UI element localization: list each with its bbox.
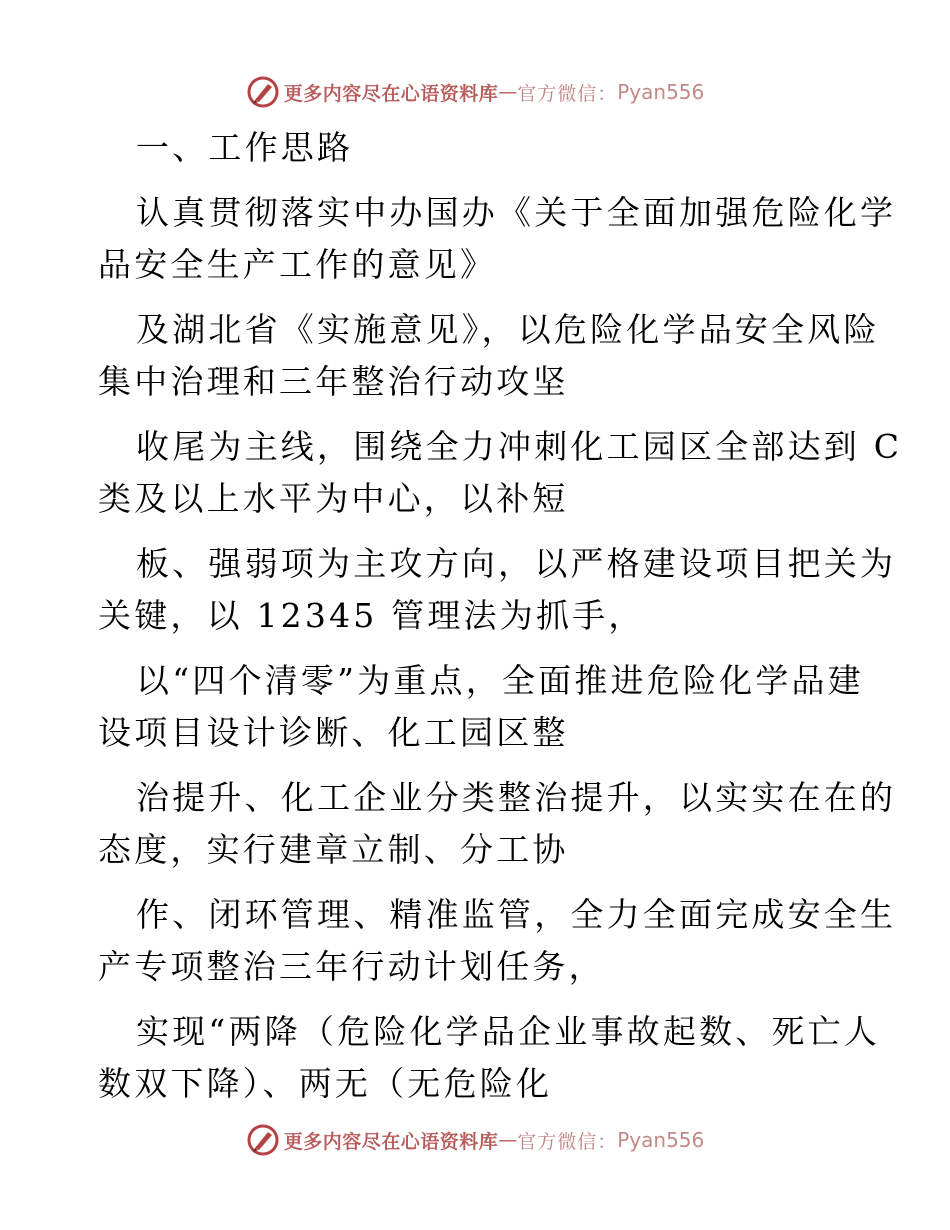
banner-wechat-id: Pyan556: [617, 1128, 705, 1152]
banner-official-label: 官方微信：: [517, 82, 618, 105]
pen-logo-icon: [246, 75, 280, 109]
paragraph-line: 作、闭环管理、精准监管，全力全面完成安全生: [136, 895, 897, 934]
paragraph-line: 设项目设计诊断、化工园区整: [98, 713, 569, 752]
paragraph-line: 认真贯彻落实中办国办《关于全面加强危险化学: [136, 193, 897, 232]
paragraph-line: 产专项整治三年行动计划任务，: [98, 947, 605, 986]
paragraph-line: 类及以上水平为中心，以补短: [98, 479, 569, 518]
paragraph-line: 及湖北省《实施意见》，以危险化学品安全风险: [136, 310, 880, 349]
banner-dash: —: [498, 1129, 518, 1151]
paragraph-line: 收尾为主线，围绕全力冲刺化工园区全部达到 C: [136, 427, 903, 466]
footer-watermark-banner: [0, 1120, 950, 1160]
banner-library-text: 更多内容尽在心语资料库: [283, 82, 499, 105]
pen-logo-icon: [246, 1123, 280, 1157]
banner-wechat-id: Pyan556: [617, 80, 705, 104]
banner-library-text: 更多内容尽在心语资料库: [283, 1130, 499, 1153]
paragraph-line: 集中治理和三年整治行动攻坚: [98, 362, 569, 401]
paragraph-line: 实现“两降（危险化学品企业事故起数、死亡人: [136, 1012, 881, 1051]
document-body: [98, 122, 903, 1110]
paragraph-line: 态度，实行建章立制、分工协: [98, 830, 569, 869]
section-heading: 一、工作思路: [136, 128, 354, 167]
header-watermark-banner: [0, 72, 950, 112]
paragraph-line: 关键，以 12345 管理法为抓手，: [98, 596, 645, 635]
banner-dash: —: [498, 81, 518, 103]
paragraph-line: 数双下降）、两无（无危险化: [98, 1064, 553, 1103]
paragraph-line: 板、强弱项为主攻方向，以严格建设项目把关为: [136, 544, 897, 583]
paragraph-line: 治提升、化工企业分类整治提升，以实实在在的: [136, 778, 897, 817]
paragraph-line: 以“四个清零”为重点，全面推进危险化学品建: [136, 661, 864, 700]
paragraph-line: 品安全生产工作的意见》: [98, 245, 497, 284]
banner-official-label: 官方微信：: [517, 1130, 618, 1153]
